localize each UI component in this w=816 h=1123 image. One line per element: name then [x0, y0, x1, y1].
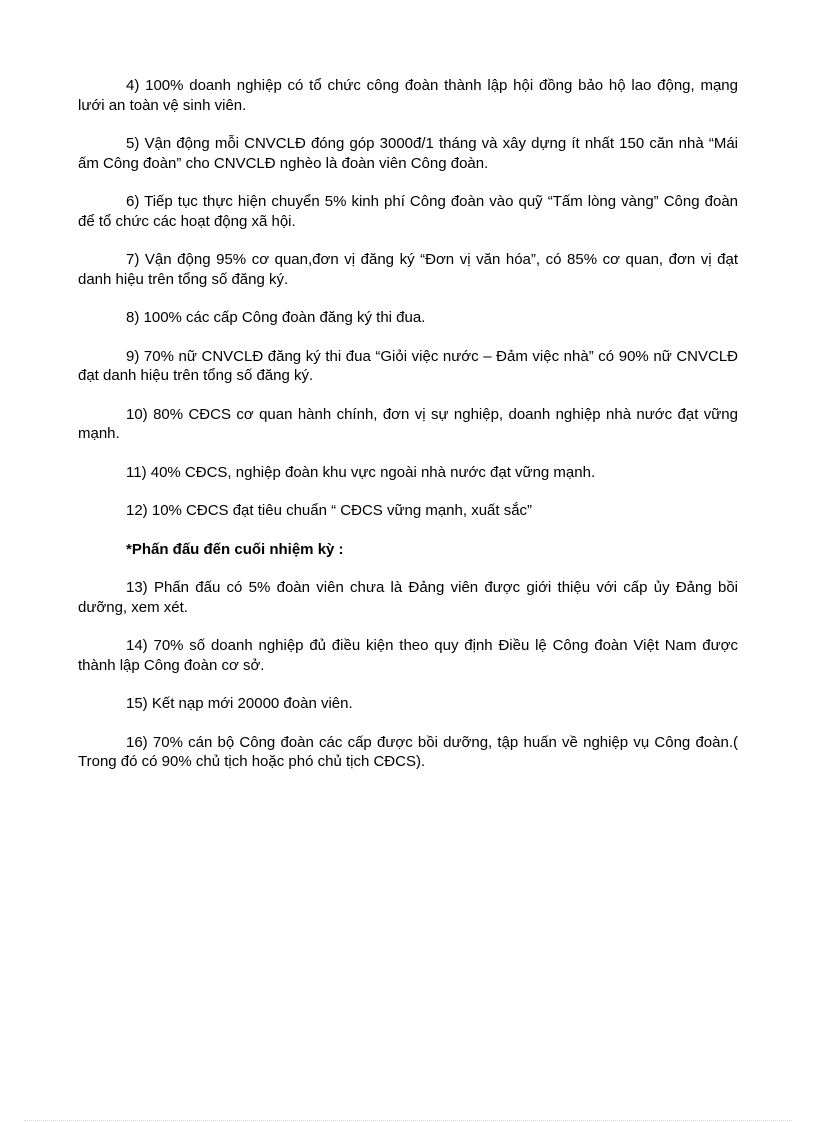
page-bottom-divider [24, 1120, 792, 1121]
paragraph-item-4: 4) 100% doanh nghiệp có tổ chức công đoàn thành lập hội đồng bảo hộ lao động, mạng lưới an toàn vệ sinh viên. [78, 77, 738, 114]
paragraph-item-11: 11) 40% CĐCS, nghiệp đoàn khu vực ngoài nhà nước đạt vững mạnh. [126, 463, 596, 481]
paragraph-item-13: 13) Phấn đấu có 5% đoàn viên chưa là Đảng viên được giới thiệu với cấp ủy Đảng bồi dưỡng, xem xét. [78, 579, 738, 616]
paragraph-item-6: 6) Tiếp tục thực hiện chuyển 5% kinh phí Công đoàn vào quỹ “Tấm lòng vàng” Công đoàn để tổ chức các hoạt động xã hội. [78, 193, 738, 230]
paragraph-item-10: 10) 80% CĐCS cơ quan hành chính, đơn vị sự nghiệp, doanh nghiệp nhà nước đạt vững mạnh. [78, 405, 738, 442]
paragraph-item-14: 14) 70% số doanh nghiệp đủ điều kiện theo quy định Điều lệ Công đoàn Việt Nam được thành lập Công đoàn cơ sở. [78, 637, 738, 674]
paragraph-item-9: 9) 70% nữ CNVCLĐ đăng ký thi đua “Giỏi việc nước – Đảm việc nhà” có 90% nữ CNVCLĐ đạt danh hiệu trên tổng số đăng ký. [78, 347, 738, 384]
document-body [78, 76, 738, 791]
paragraph-item-7: 7) Vận động 95% cơ quan,đơn vị đăng ký “Đơn vị văn hóa”, có 85% cơ quan, đơn vị đạt danh hiệu trên tổng số đăng ký. [78, 251, 738, 288]
paragraph-item-12: 12) 10% CĐCS đạt tiêu chuẩn “ CĐCS vững mạnh, xuất sắc” [126, 502, 533, 519]
paragraph-item-16: 16) 70% cán bộ Công đoàn các cấp được bồi dưỡng, tập huấn về nghiệp vụ Công đoàn.( Trong đó có 90% chủ tịch hoặc phó chủ tịch CĐCS). [78, 733, 738, 770]
paragraph-item-15: 15) Kết nạp mới 20000 đoàn viên. [126, 695, 353, 712]
section-heading: *Phấn đấu đến cuối nhiệm kỳ : [126, 540, 344, 558]
paragraph-item-5: 5) Vận động mỗi CNVCLĐ đóng góp 3000đ/1 tháng và xây dựng ít nhất 150 căn nhà “Mái ấm Công đoàn” cho CNVCLĐ nghèo là đoàn viên Công đoàn. [78, 135, 738, 172]
paragraph-item-8: 8) 100% các cấp Công đoàn đăng ký thi đua. [126, 309, 426, 326]
